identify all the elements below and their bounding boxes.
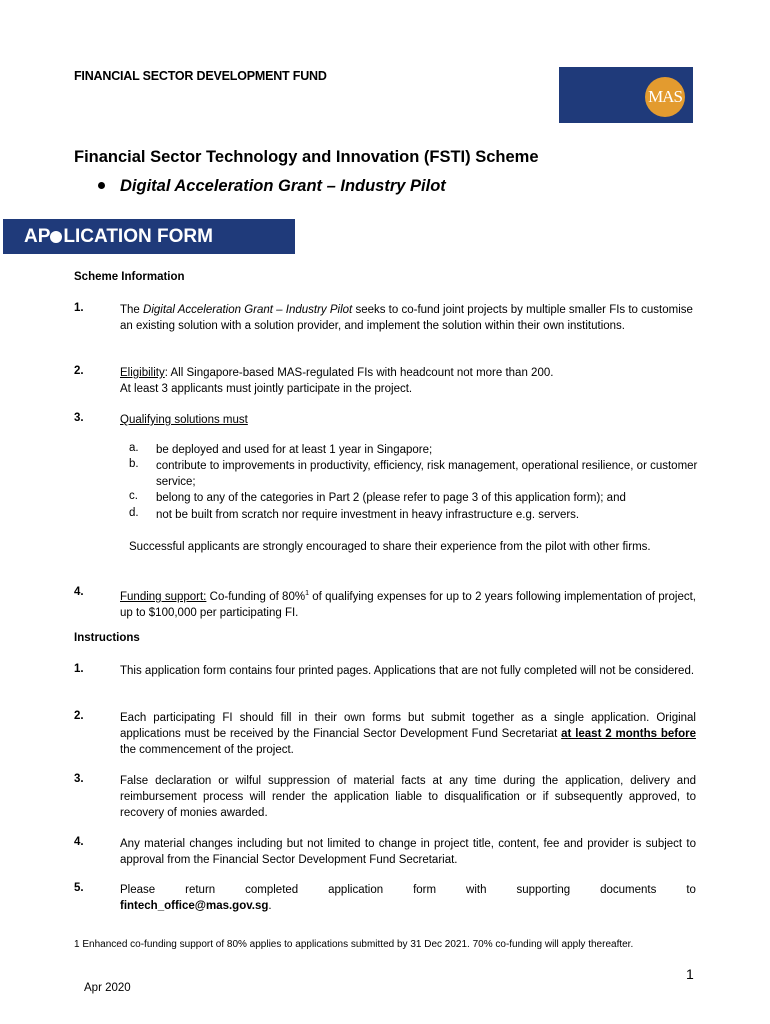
scheme-item-4: Funding support: Co-funding of 80%$^1$ of qualifying expenses for up to 2 years following implementation of project, up to $100,000 per participating FI. xyxy=(120,590,697,620)
mas-logo-emblem: MAS xyxy=(645,77,685,117)
bullet-icon xyxy=(98,182,105,189)
scheme-item-3-note: Successful applicants are strongly encouraged to share their experience from the pilot with other firms. xyxy=(129,541,651,553)
fund-title: FINANCIAL SECTOR DEVELOPMENT FUND xyxy=(74,69,327,83)
instruction-5-line: Please return completed application form with supporting documents to xyxy=(120,884,696,896)
instruction-number: 3. xyxy=(74,773,84,785)
sub-item-letter: a. xyxy=(129,442,139,454)
instruction-2: Each participating FI should fill in their own forms but submit together as a single application. Original applications must be received by the Financial Sector Development Fund Secretariat at least 2 months before the commencement of the project. xyxy=(120,712,696,757)
document-date: Apr 2020 xyxy=(84,982,131,994)
scheme-item-3-label: Qualifying solutions must xyxy=(120,414,248,426)
instruction-number: 5. xyxy=(74,882,84,894)
instruction-5: Please return completed application form with supporting documents to fintech_office@mas.gov.sg. xyxy=(120,884,696,913)
scheme-info-heading: Scheme Information xyxy=(74,271,185,283)
instruction-number: 1. xyxy=(74,663,84,675)
email-link[interactable]: fintech_office@mas.gov.sg xyxy=(120,900,269,913)
application-form-banner xyxy=(3,219,295,254)
scheme-item-2: Eligibility: All Singapore-based MAS-regulated FIs with headcount not more than 200. At least 3 applicants must jointly participate in the project. xyxy=(120,367,554,396)
sub-item-text: not be built from scratch nor require investment in heavy infrastructure e.g. servers. xyxy=(156,509,580,521)
scheme-item-number: 2. xyxy=(74,365,84,377)
sub-item-letter: b. xyxy=(129,458,139,470)
sub-item-letter: c. xyxy=(129,490,138,502)
instruction-number: 4. xyxy=(74,836,84,848)
page-number: 1 xyxy=(686,966,694,982)
instruction-4: Any material changes including but not limited to change in project title, content, fee and provider is subject to approval from the Financial Sector Development Fund Secretariat. xyxy=(120,838,696,867)
scheme-item-number: 4. xyxy=(74,586,84,598)
scheme-item-number: 1. xyxy=(74,302,84,314)
scheme-item-1: The Digital Acceleration Grant – Industry Pilot seeks to co-fund joint projects by multiple smaller FIs to customise an existing solution with a solution provider, and implement the solution within their own institutions. xyxy=(120,304,693,333)
banner-bullet-icon xyxy=(50,231,62,243)
instructions-heading: Instructions xyxy=(74,632,140,644)
sub-item-letter: d. xyxy=(129,507,139,519)
sub-item-text: be deployed and used for at least 1 year in Singapore; xyxy=(156,444,433,456)
grant-title: Digital Acceleration Grant – Industry Pilot xyxy=(120,177,446,195)
instruction-1: This application form contains four printed pages. Applications that are not fully completed will not be considered. xyxy=(120,665,695,677)
instruction-number: 2. xyxy=(74,710,84,722)
scheme-item-number: 3. xyxy=(74,412,84,424)
instruction-3: False declaration or wilful suppression of material facts at any time during the application, delivery and reimbursement process will render the application liable to disqualification or if subsequently approved, to recovery of monies awarded. xyxy=(120,775,696,820)
mas-logo xyxy=(559,67,693,123)
footnote: 1 Enhanced co-funding support of 80% applies to applications submitted by 31 Dec 2021. 70% co-funding will apply thereafter. xyxy=(74,939,634,950)
scheme-title: Financial Sector Technology and Innovation (FSTI) Scheme xyxy=(74,148,539,166)
banner-text-start: AP xyxy=(24,226,51,247)
sub-item-text: contribute to improvements in productivity, efficiency, risk management, operational resilience, or customer service; xyxy=(156,460,698,489)
sub-item-text: belong to any of the categories in Part 2 (please refer to page 3 of this application form); and xyxy=(156,492,626,504)
banner-text-end: LICATION FORM xyxy=(63,226,213,247)
